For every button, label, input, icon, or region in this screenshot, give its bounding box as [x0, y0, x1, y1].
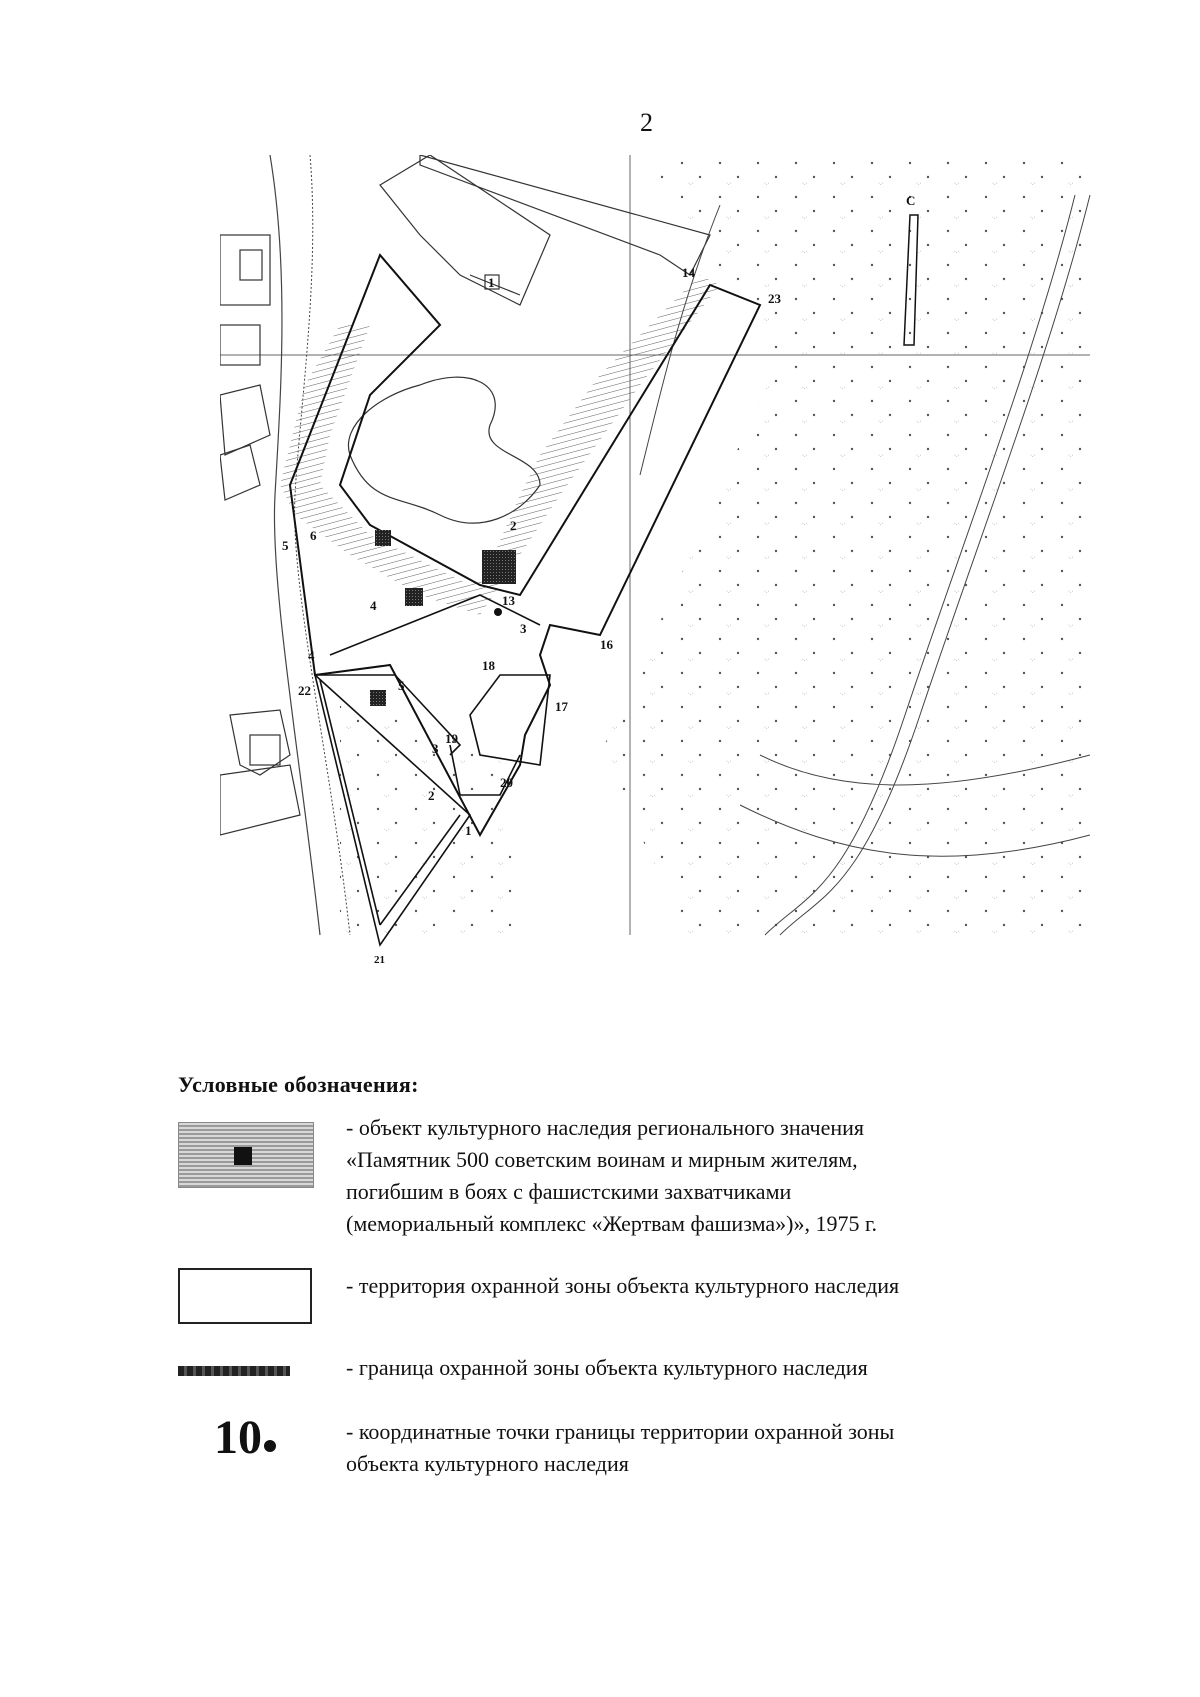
legend-item-heritage-object	[178, 1112, 1098, 1252]
point-marker	[494, 608, 502, 616]
point-label-5: 5	[282, 538, 289, 553]
area-label-1: 1	[488, 275, 495, 290]
zone-border-symbol	[178, 1366, 290, 1376]
page-number: 2	[640, 108, 653, 137]
point-label-23: 23	[768, 291, 781, 306]
area-label-5: 5	[398, 678, 405, 693]
point-label-18: 18	[482, 658, 495, 673]
point-label-22: 22	[298, 683, 311, 698]
heritage-object-marker	[375, 530, 391, 546]
point-label-21: 21	[374, 954, 385, 966]
legend-title: Условные обозначения:	[178, 1072, 419, 1097]
legend-text: - территория охранной зоны объекта культурного наследия	[346, 1273, 900, 1298]
point-dot-icon	[264, 1440, 276, 1452]
point-label-4: 4	[308, 648, 315, 663]
legend-item-zone-border	[178, 1352, 1098, 1392]
legend-text: - граница охранной зоны объекта культурного наследия	[346, 1355, 868, 1380]
protection-zone-symbol	[178, 1268, 312, 1324]
legend-text: - координатные точки границы территории охранной зоны объекта культурного наследия	[346, 1419, 895, 1476]
point-label-20: 20	[500, 775, 513, 790]
point-label-16: 16	[600, 637, 613, 652]
point-label-19: 19	[445, 731, 458, 746]
north-label: С	[906, 193, 916, 208]
area-label-3: 3	[520, 621, 527, 636]
coordinate-point-sample: 10	[214, 1411, 262, 1464]
legend-item-coordinate-point	[178, 1411, 1098, 1486]
point-label-6: 6	[310, 528, 317, 543]
site-plan-map	[220, 155, 1100, 1155]
heritage-object-symbol	[178, 1122, 314, 1188]
point-label-14: 14	[682, 265, 695, 280]
area-label-4: 4	[370, 598, 377, 613]
point-label-13: 13	[502, 593, 515, 608]
heritage-object-marker	[370, 690, 386, 706]
area-label-2: 2	[510, 518, 517, 533]
legend-text: - объект культурного наследия регионального значения «Памятник 500 советским воинам и мирным жителям, погибшим в боях с фашистскими захватчиками (мемориальный комплекс «Жертвам фашизма»)», 1975 г.	[346, 1115, 877, 1236]
heritage-object-marker	[405, 588, 423, 606]
point-label-17: 17	[555, 699, 568, 714]
point-label-3: 3	[432, 741, 439, 756]
legend-item-protection-zone	[178, 1266, 1098, 1326]
point-label-2: 2	[428, 788, 435, 803]
heritage-object-main	[482, 550, 516, 584]
point-label-1: 1	[465, 823, 472, 838]
coordinate-point-symbol	[214, 1410, 276, 1465]
